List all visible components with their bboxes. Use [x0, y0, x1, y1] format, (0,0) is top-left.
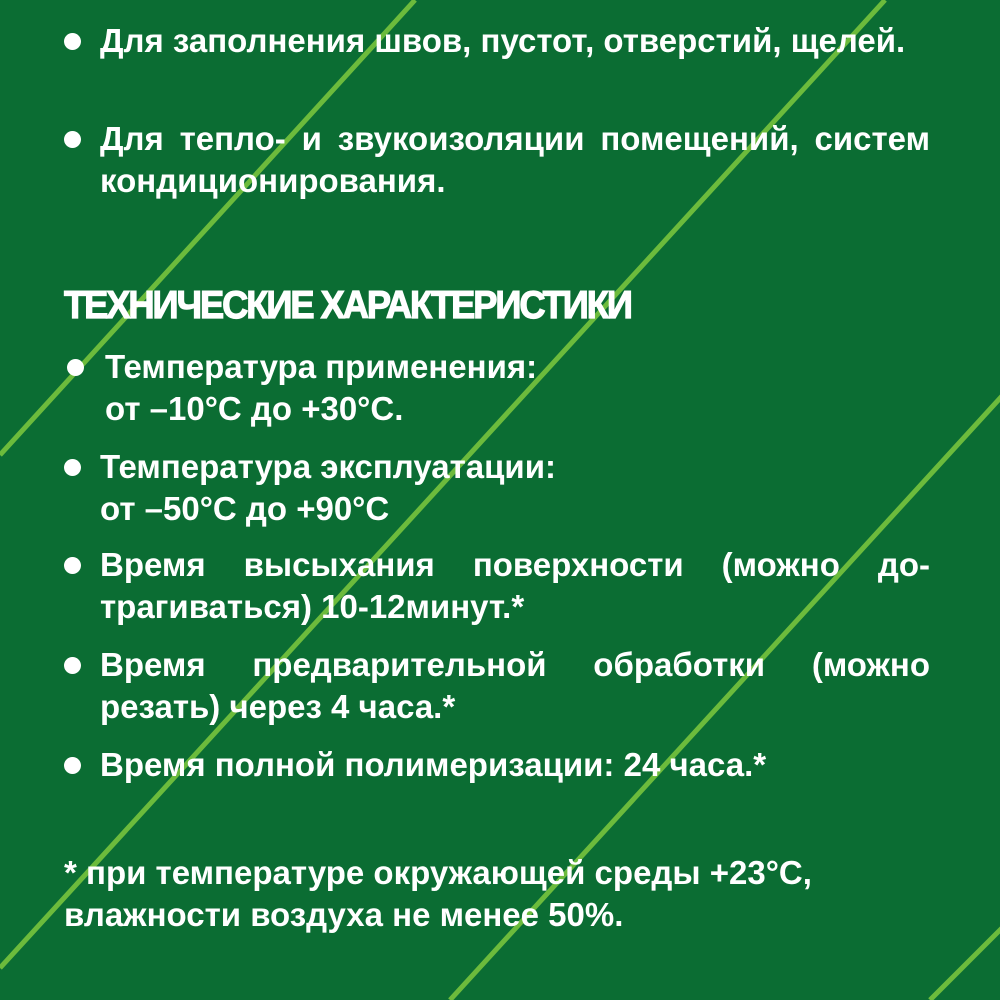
- spec-item: Температура применения: от –10°С до +30°С.: [105, 346, 935, 430]
- spec-item: Время предварительной обработки (можно резать) через 4 часа.*: [100, 644, 930, 728]
- bullet-icon: [64, 459, 81, 476]
- bullet-icon: [67, 359, 84, 376]
- bullet-icon: [64, 557, 81, 574]
- bullet-icon: [64, 657, 81, 674]
- spec-item: Время полной полимеризации: 24 часа.*: [100, 744, 930, 786]
- spec-item: Температура эксплуатации: от –50°С до +90°С: [100, 446, 930, 530]
- bullet-icon: [64, 757, 81, 774]
- bullet-icon: [64, 131, 81, 148]
- use-item: Для заполнения швов, пустот, отверстий, щелей.: [100, 20, 930, 62]
- specs-heading: ТЕХНИЧЕСКИЕ ХАРАКТЕРИСТИКИ: [64, 284, 631, 327]
- bullet-icon: [64, 33, 81, 50]
- spec-item: Время высыхания поверхности (можно дотрагиваться) 10-12минут.*: [100, 544, 930, 628]
- footnote: * при температуре окружающей среды +23°С, влажности воздуха не менее 50%.: [64, 854, 812, 933]
- stripe: [930, 0, 1000, 1000]
- use-item: Для тепло- и звукоизоляции помещений, систем кондиционирования.: [100, 118, 930, 202]
